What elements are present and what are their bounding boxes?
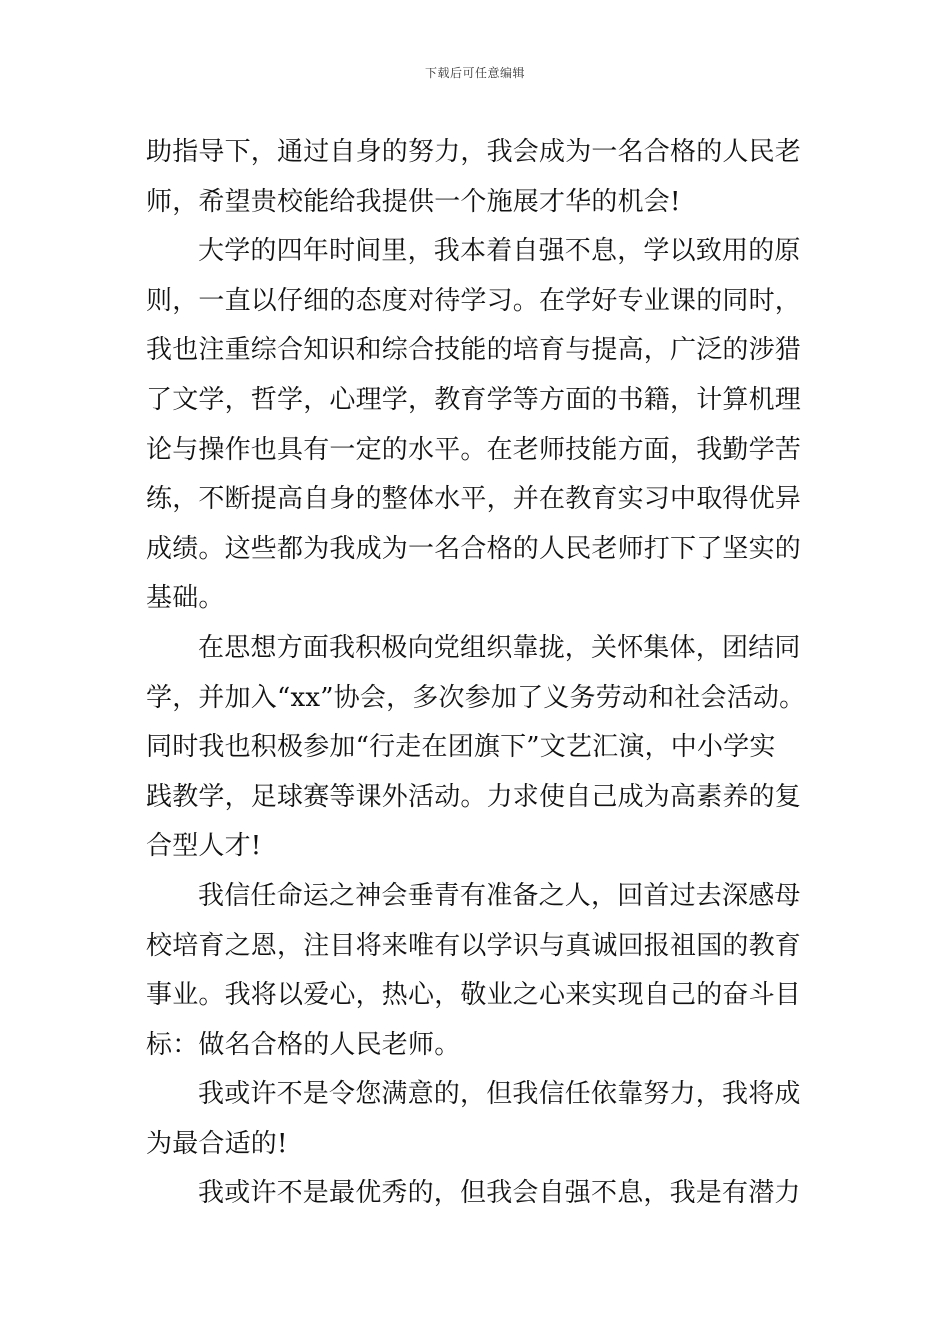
- text-line: 助指导下，通过自身的努力，我会成为一名合格的人民老: [146, 137, 802, 167]
- page-header: 下载后可任意编辑: [424, 66, 525, 80]
- text-line: 则，一直以仔细的态度对待学习。在学好专业课的同时，: [146, 285, 802, 316]
- text-line: 校培育之恩，注目将来唯有以学识与真诚回报祖国的教育: [146, 930, 802, 961]
- text-line: 论与操作也具有一定的水平。在老师技能方面，我勤学苦: [146, 434, 802, 465]
- text-line: 基础。: [146, 583, 225, 614]
- paragraph-first-line: 我或许不是令您满意的，但我信任依靠努力，我将成: [198, 1079, 801, 1110]
- text-line: 践教学，足球赛等课外活动。力求使自己成为高素养的复: [146, 781, 802, 812]
- paragraph-first-line: 我信任命运之神会垂青有准备之人，回首过去深感母: [198, 880, 801, 911]
- text-line: 事业。我将以爱心，热心，敬业之心来实现自己的奋斗目: [146, 980, 802, 1011]
- text-line: 同时我也积极参加“行走在团旗下”文艺汇演，中小学实: [146, 732, 776, 763]
- text-line: 成绩。这些都为我成为一名合格的人民老师打下了坚实的: [146, 533, 802, 564]
- text-line: 标：做名合格的人民老师。: [146, 1029, 461, 1060]
- paragraph-first-line: 大学的四年时间里，我本着自强不息，学以致用的原: [198, 236, 801, 267]
- text-line: 学，并加入“xx”协会，多次参加了义务劳动和社会活动。: [146, 682, 806, 713]
- document-body: [146, 128, 812, 1219]
- text-line: 为最合适的!: [146, 1128, 288, 1159]
- text-line: 师，希望贵校能给我提供一个施展才华的机会!: [146, 186, 681, 217]
- text-line: 练，不断提高自身的整体水平，并在教育实习中取得优异: [146, 484, 802, 515]
- paragraph-first-line: 我或许不是最优秀的，但我会自强不息，我是有潜力: [198, 1178, 801, 1209]
- text-line: 我也注重综合知识和综合技能的培育与提高，广泛的涉猎: [146, 335, 802, 366]
- text-line: 了文学，哲学，心理学，教育学等方面的书籍，计算机理: [146, 384, 802, 415]
- text-line: 合型人才!: [146, 831, 262, 862]
- paragraph-first-line: 在思想方面我积极向党组织靠拢，关怀集体，团结同: [198, 632, 801, 663]
